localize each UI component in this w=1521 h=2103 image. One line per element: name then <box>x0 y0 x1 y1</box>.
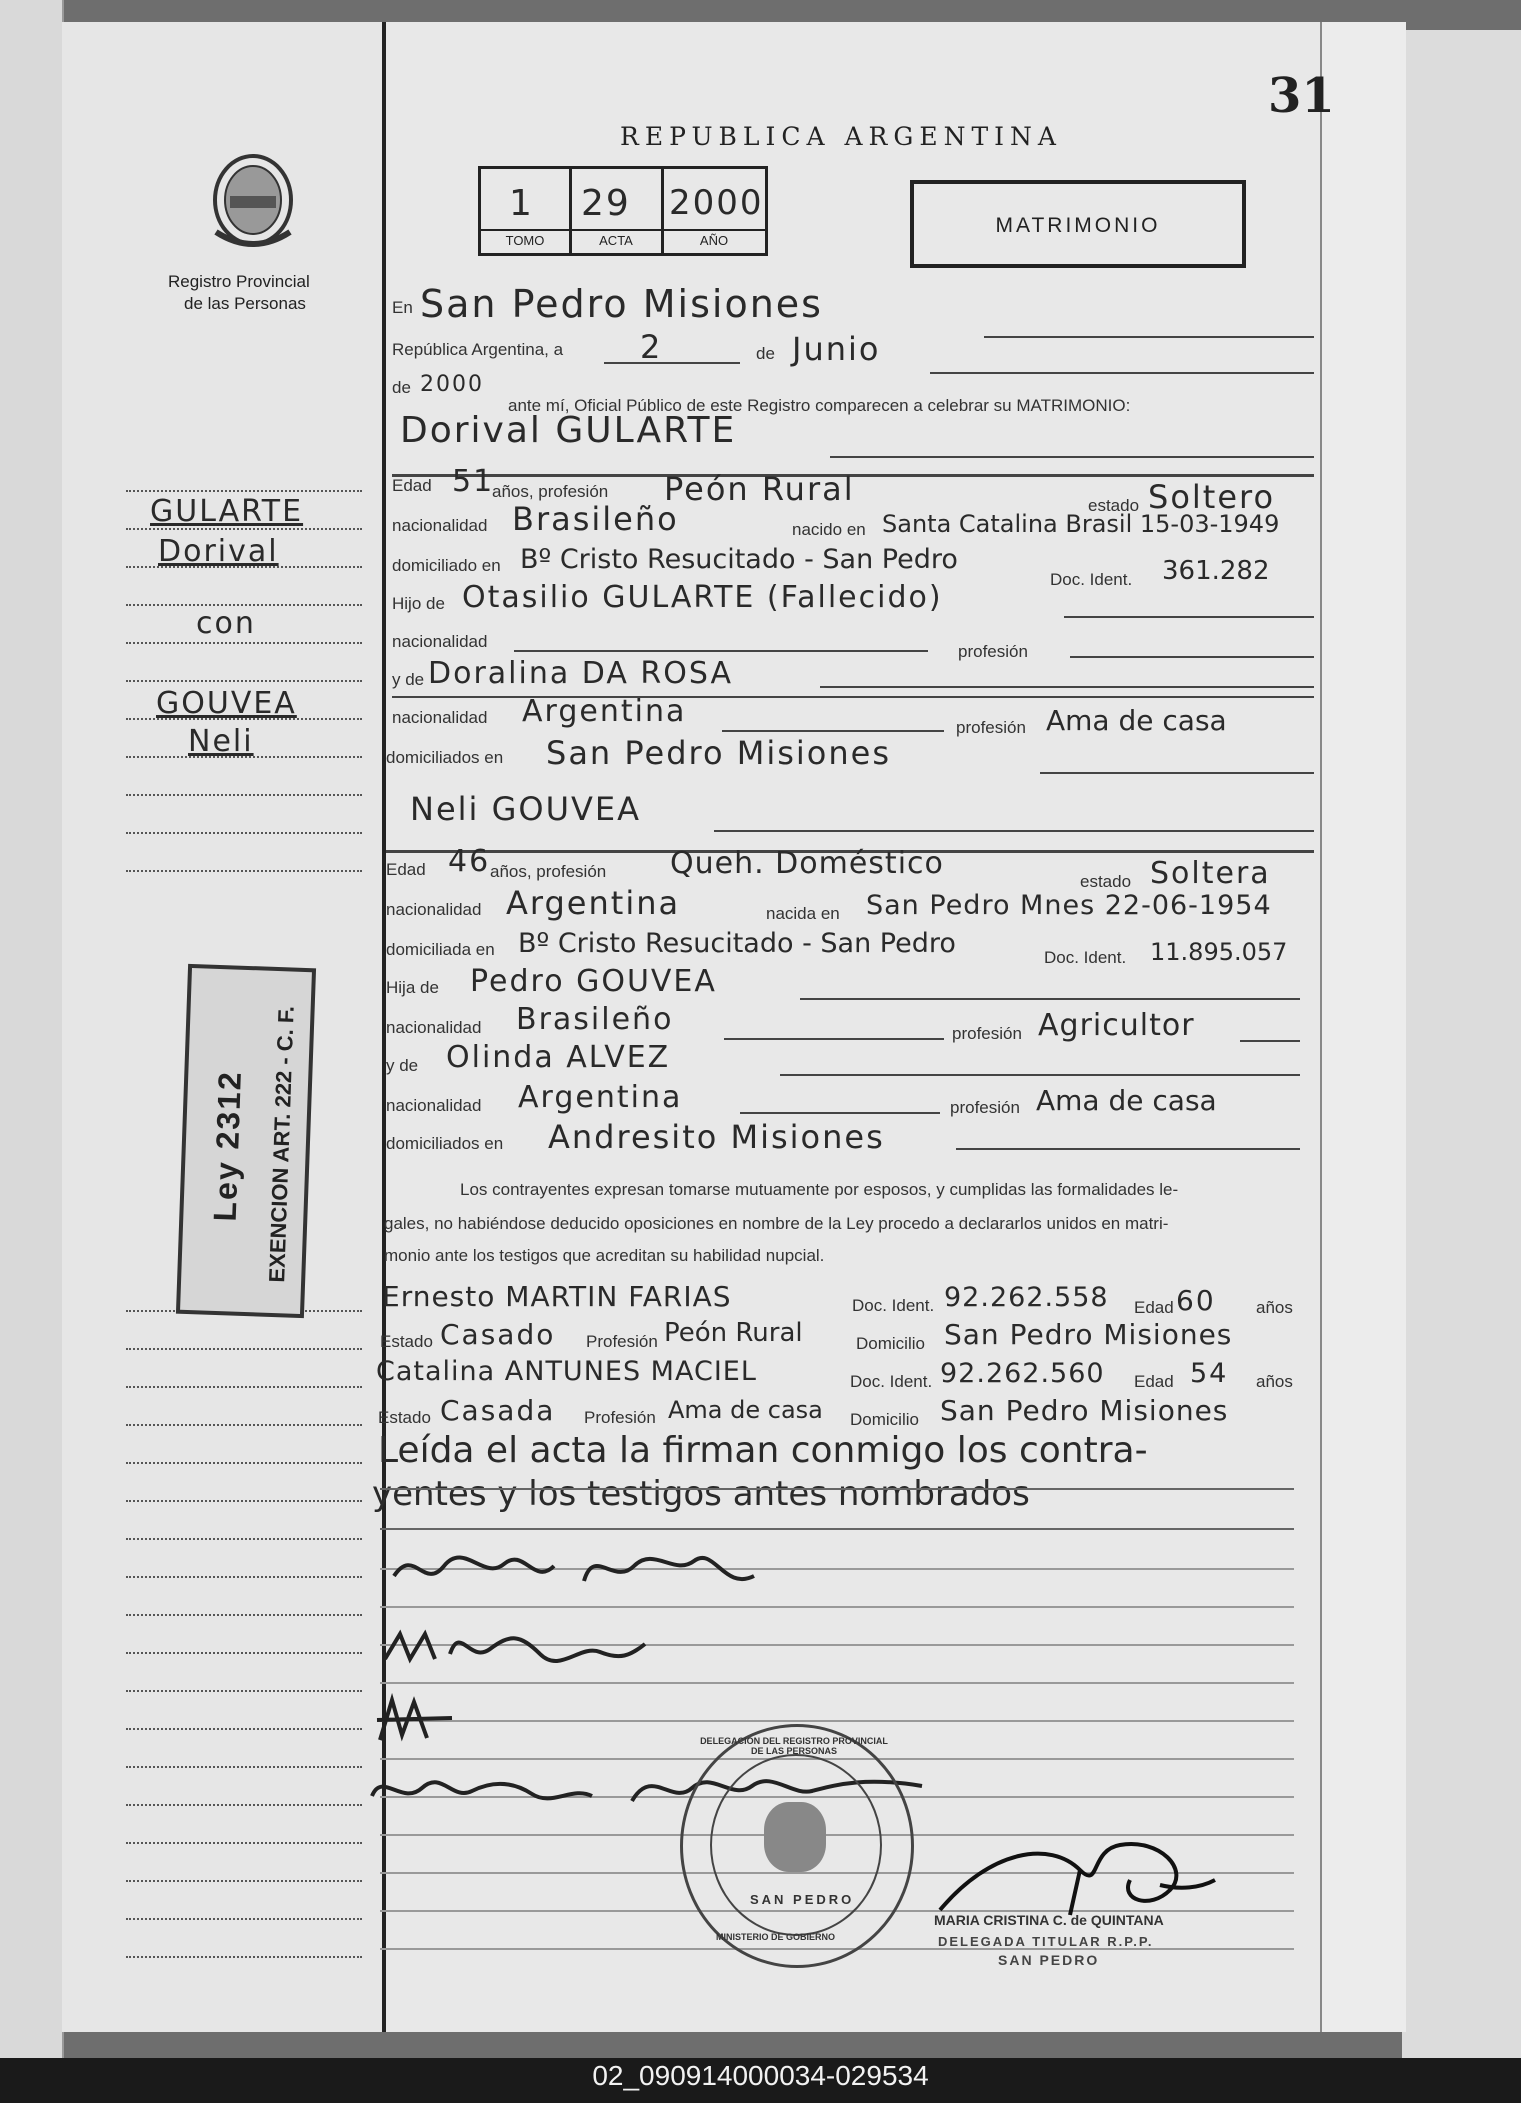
witness1-name: Ernesto MARTIN FARIAS <box>382 1280 732 1313</box>
registry-name-line1: Registro Provincial <box>168 272 310 291</box>
file-id-caption: 02_090914000034-029534 <box>592 2060 929 2091</box>
act-type: MATRIMONIO <box>995 214 1161 237</box>
bride-mother-nat-label: nacionalidad <box>386 1096 482 1115</box>
bride-born: San Pedro Mnes 22-06-1954 <box>866 890 1272 921</box>
signature-bride <box>380 1614 650 1674</box>
bride-domicile-label: domiciliada en <box>386 940 495 959</box>
witness2-doc: 92.262.560 <box>940 1358 1105 1389</box>
groom-mother-prof-label: profesión <box>956 718 1026 737</box>
bride-father: Pedro GOUVEA <box>470 964 717 999</box>
exemption-stamp-law: Ley 2312 <box>206 1069 248 1223</box>
bride-profession: Queh. Doméstico <box>670 846 944 881</box>
intro-de-label: de <box>756 344 775 363</box>
closing-line2: yentes y los testigos antes nombrados <box>372 1474 1030 1514</box>
witness2-edad-label: Edad <box>1134 1372 1174 1391</box>
bride-mother-prof: Ama de casa <box>1036 1084 1217 1117</box>
groom-parents-dom: San Pedro Misiones <box>546 734 892 772</box>
bride-born-label: nacida en <box>766 904 840 923</box>
page-right-border <box>1320 22 1406 2032</box>
bride-father-nat: Brasileño <box>516 1002 674 1037</box>
witness2-status: Casada <box>440 1394 556 1427</box>
intro-statement: ante mí, Oficial Público de este Registro comparecen a celebrar su MATRIMONIO: <box>508 396 1131 415</box>
groom-born-label: nacido en <box>792 520 866 539</box>
witness2-prof: Ama de casa <box>668 1396 823 1424</box>
coat-of-arms-icon <box>206 152 300 254</box>
groom-mother-label: y de <box>392 670 425 689</box>
witness2-estado-label: Estado <box>378 1408 431 1427</box>
groom-born: Santa Catalina Brasil 15-03-1949 <box>882 510 1280 538</box>
bride-father-label: Hija de <box>386 978 439 997</box>
groom-father-prof-label: profesión <box>958 642 1028 661</box>
official-title: DELEGADA TITULAR R.P.P. <box>938 1934 1154 1949</box>
ano-label: AÑO <box>699 233 729 248</box>
margin-note-name-groom: Dorival <box>158 534 279 569</box>
bride-name: Neli GOUVEA <box>410 790 641 828</box>
witness2-dom: San Pedro Misiones <box>940 1394 1229 1427</box>
witness1-dom: San Pedro Misiones <box>944 1318 1233 1351</box>
official-seal <box>680 1724 914 1968</box>
bride-estado-label: estado <box>1080 872 1132 891</box>
bride-nationality-label: nacionalidad <box>386 900 482 919</box>
witness1-anos-label: años <box>1256 1298 1293 1317</box>
groom-nationality: Brasileño <box>512 500 679 538</box>
bride-profession-label: años, profesión <box>490 862 607 881</box>
groom-name: Dorival GULARTE <box>400 410 737 451</box>
seal-emblem-icon <box>764 1802 826 1872</box>
witness1-doc: 92.262.558 <box>944 1282 1109 1313</box>
bride-father-prof: Agricultor <box>1038 1008 1195 1043</box>
exemption-stamp <box>176 964 316 1318</box>
tomo-value: 1 <box>509 183 534 224</box>
groom-mother-nat: Argentina <box>522 694 687 729</box>
tomo-label: TOMO <box>505 233 545 248</box>
bride-doc: 11.895.057 <box>1150 938 1288 966</box>
acta-label: ACTA <box>599 233 633 248</box>
groom-mother: Doralina DA ROSA <box>428 656 733 691</box>
official-name: MARIA CRISTINA C. de QUINTANA <box>934 1912 1164 1928</box>
declaration-line3: monio ante los testigos que acreditan su habilidad nupcial. <box>384 1246 825 1265</box>
intro-month: Junio <box>792 330 881 368</box>
witness2-anos-label: años <box>1256 1372 1293 1391</box>
bride-domicile: Bº Cristo Resucitado - San Pedro <box>518 928 956 959</box>
bride-doc-label: Doc. Ident. <box>1044 948 1127 967</box>
signature-groom <box>384 1536 764 1606</box>
intro-place: San Pedro Misiones <box>420 282 823 326</box>
intro-day: 2 <box>640 328 663 366</box>
seal-ring-text: DELEGACION DEL REGISTRO PROVINCIAL DE LAS PERSONAS <box>700 1736 888 1756</box>
official-place: SAN PEDRO <box>998 1952 1100 1968</box>
bride-nationality: Argentina <box>506 884 681 922</box>
groom-parents-dom-label: domiciliados en <box>386 748 504 767</box>
country-title: REPUBLICA ARGENTINA <box>620 122 1062 151</box>
signature-official <box>930 1830 1220 1920</box>
signature-witness1 <box>372 1690 462 1750</box>
next-page-edge <box>1402 30 1521 2058</box>
bride-age: 46 <box>448 844 491 879</box>
witness1-edad-label: Edad <box>1134 1298 1174 1317</box>
bride-parents-dom-label: domiciliados en <box>386 1134 504 1153</box>
groom-civil-status: Soltero <box>1148 478 1276 516</box>
seal-place: SAN PEDRO <box>750 1892 855 1907</box>
bride-mother-prof-label: profesión <box>950 1098 1020 1117</box>
groom-domicile: Bº Cristo Resucitado - San Pedro <box>520 544 958 575</box>
groom-mother-nat-label: nacionalidad <box>392 708 488 727</box>
witness1-status: Casado <box>440 1318 556 1351</box>
intro-en-label: En <box>392 298 413 317</box>
intro-republic-label: República Argentina, a <box>392 340 564 359</box>
groom-mother-prof: Ama de casa <box>1046 704 1227 737</box>
groom-age: 51 <box>452 464 495 499</box>
exemption-stamp-article: EXENCION ART. 222 - C. F. <box>264 1005 299 1283</box>
bride-parents-dom: Andresito Misiones <box>548 1118 885 1156</box>
groom-father-nat-label: nacionalidad <box>392 632 488 651</box>
page-number: 31 <box>1268 68 1335 124</box>
bride-mother: Olinda ALVEZ <box>446 1040 671 1075</box>
intro-year-label: de <box>392 378 411 397</box>
margin-note-con: con <box>196 606 256 641</box>
groom-profession: Peón Rural <box>664 470 855 508</box>
groom-father: Otasilio GULARTE (Fallecido) <box>462 580 943 615</box>
previous-page-edge <box>0 0 64 2058</box>
bride-civil-status: Soltera <box>1150 856 1271 891</box>
groom-father-label: Hijo de <box>392 594 445 613</box>
witness1-prof: Peón Rural <box>664 1318 803 1348</box>
intro-year: 2000 <box>420 372 484 397</box>
witness1-age: 60 <box>1176 1284 1216 1317</box>
witness1-doc-label: Doc. Ident. <box>852 1296 935 1315</box>
bride-mother-nat: Argentina <box>518 1080 683 1115</box>
closing-line1: Leída el acta la firman conmigo los contra- <box>378 1430 1148 1471</box>
registry-name-line2: de las Personas <box>184 294 306 313</box>
margin-note-surname-groom: GULARTE <box>150 494 304 529</box>
witness1-estado-label: Estado <box>380 1332 433 1351</box>
acta-value: 29 <box>581 183 631 224</box>
groom-doc: 361.282 <box>1162 556 1270 586</box>
groom-profession-label: años, profesión <box>492 482 609 501</box>
witness1-prof-label: Profesión <box>586 1332 658 1351</box>
bride-father-nat-label: nacionalidad <box>386 1018 482 1037</box>
ano-value: 2000 <box>669 183 764 223</box>
margin-note-name-bride: Neli <box>188 724 254 759</box>
groom-domicile-label: domiciliado en <box>392 556 501 575</box>
act-type-box <box>910 180 1246 268</box>
witness2-name: Catalina ANTUNES MACIEL <box>376 1356 757 1387</box>
groom-nationality-label: nacionalidad <box>392 516 488 535</box>
witness2-age: 54 <box>1190 1358 1229 1389</box>
declaration-line1: Los contrayentes expresan tomarse mutuamente por esposos, y cumplidas las formalidades le- <box>460 1180 1179 1199</box>
groom-edad-label: Edad <box>392 476 432 495</box>
margin-note-surname-bride: GOUVEA <box>156 686 297 721</box>
bride-mother-label: y de <box>386 1056 419 1075</box>
seal-ministry: MINISTERIO DE GOBIERNO <box>716 1932 836 1942</box>
declaration-line2: gales, no habiéndose deducido oposiciones en nombre de la Ley procedo a declararlos unidos en matri- <box>384 1214 1169 1233</box>
witness2-dom-label: Domicilio <box>850 1410 919 1429</box>
bride-father-prof-label: profesión <box>952 1024 1022 1043</box>
witness2-doc-label: Doc. Ident. <box>850 1372 933 1391</box>
witness1-dom-label: Domicilio <box>856 1334 925 1353</box>
registry-number-box <box>478 166 768 256</box>
groom-estado-label: estado <box>1088 496 1140 515</box>
bride-edad-label: Edad <box>386 860 426 879</box>
groom-doc-label: Doc. Ident. <box>1050 570 1133 589</box>
witness2-prof-label: Profesión <box>584 1408 656 1427</box>
